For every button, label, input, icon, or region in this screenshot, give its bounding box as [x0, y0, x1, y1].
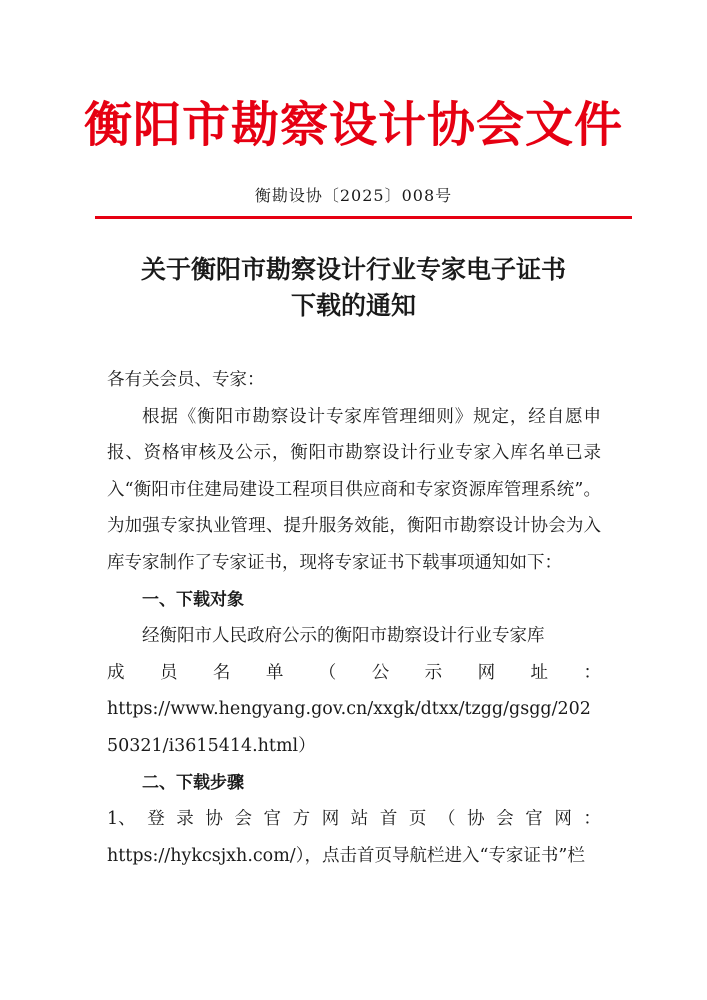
spread-char: ：	[583, 662, 601, 683]
spread-char: 名	[212, 662, 231, 683]
spread-char: 公	[371, 662, 390, 683]
section-heading-download-steps: 二、下载步骤	[142, 772, 244, 793]
spread-char: 示	[424, 662, 443, 683]
spread-char: 1、	[107, 809, 136, 830]
spread-char: 网	[321, 809, 340, 830]
spread-char: 首	[379, 809, 398, 830]
government-notice-url[interactable]: https://www.hengyang.gov.cn/xxgk/dtxx/tzgg/gsgg/20250321/i3615414.html）	[107, 699, 591, 756]
spread-char: 协	[467, 809, 485, 830]
spread-char: （	[318, 662, 337, 683]
salutation: 各有关会员、专家：	[107, 370, 265, 390]
section-heading-download-target: 一、下载对象	[142, 589, 244, 610]
step-1-spread-line	[107, 801, 601, 838]
document-title	[0, 252, 707, 324]
spread-char: 页	[408, 809, 427, 830]
intro-paragraph: 根据《衡阳市勘察设计专家库管理细则》规定，经自愿申报、资格审核及公示，衡阳市勘察设计行业专家入库名单已录入“衡阳市住建局建设工程项目供应商和专家资源库管理系统”。为加强专家执业管理、提升服务效能，衡阳市勘察设计协会为入库专家制作了专家证书，现将专家证书下载事项通知如下：	[107, 406, 601, 573]
org-header-title: 衡阳市勘察设计协会文件	[83, 97, 623, 153]
spread-char: 协	[205, 809, 223, 830]
spread-char: 址	[530, 662, 548, 683]
spread-char: （	[438, 809, 456, 830]
document-title-line-2: 下载的通知	[290, 291, 416, 320]
spread-char: 登	[147, 809, 165, 830]
spread-char: 单	[265, 662, 284, 683]
spread-char: 方	[292, 809, 311, 830]
step-1-text: https://hykcsjxh.com/），点击首页导航栏进入“专家证书”栏	[107, 845, 585, 866]
spread-char: 网	[477, 662, 496, 683]
spread-char: 会	[496, 809, 514, 830]
spread-char: ：	[583, 809, 601, 830]
spread-char: 员	[159, 662, 178, 683]
document-body	[107, 362, 601, 874]
spread-char: 录	[176, 809, 194, 830]
spread-char: 会	[234, 809, 252, 830]
spread-char: 站	[350, 809, 369, 830]
document-number: 衡勘设协〔2025〕008号	[254, 186, 453, 205]
spread-char: 官	[525, 809, 543, 830]
section-1-text: 经衡阳市人民政府公示的衡阳市勘察设计行业专家库	[142, 626, 545, 647]
spread-char: 成	[107, 662, 125, 683]
spread-char: 网	[554, 809, 572, 830]
spread-char: 官	[263, 809, 282, 830]
section-1-spread-line	[107, 655, 601, 692]
red-divider	[95, 216, 632, 219]
document-title-line-1: 关于衡阳市勘察设计行业专家电子证书	[140, 255, 566, 284]
